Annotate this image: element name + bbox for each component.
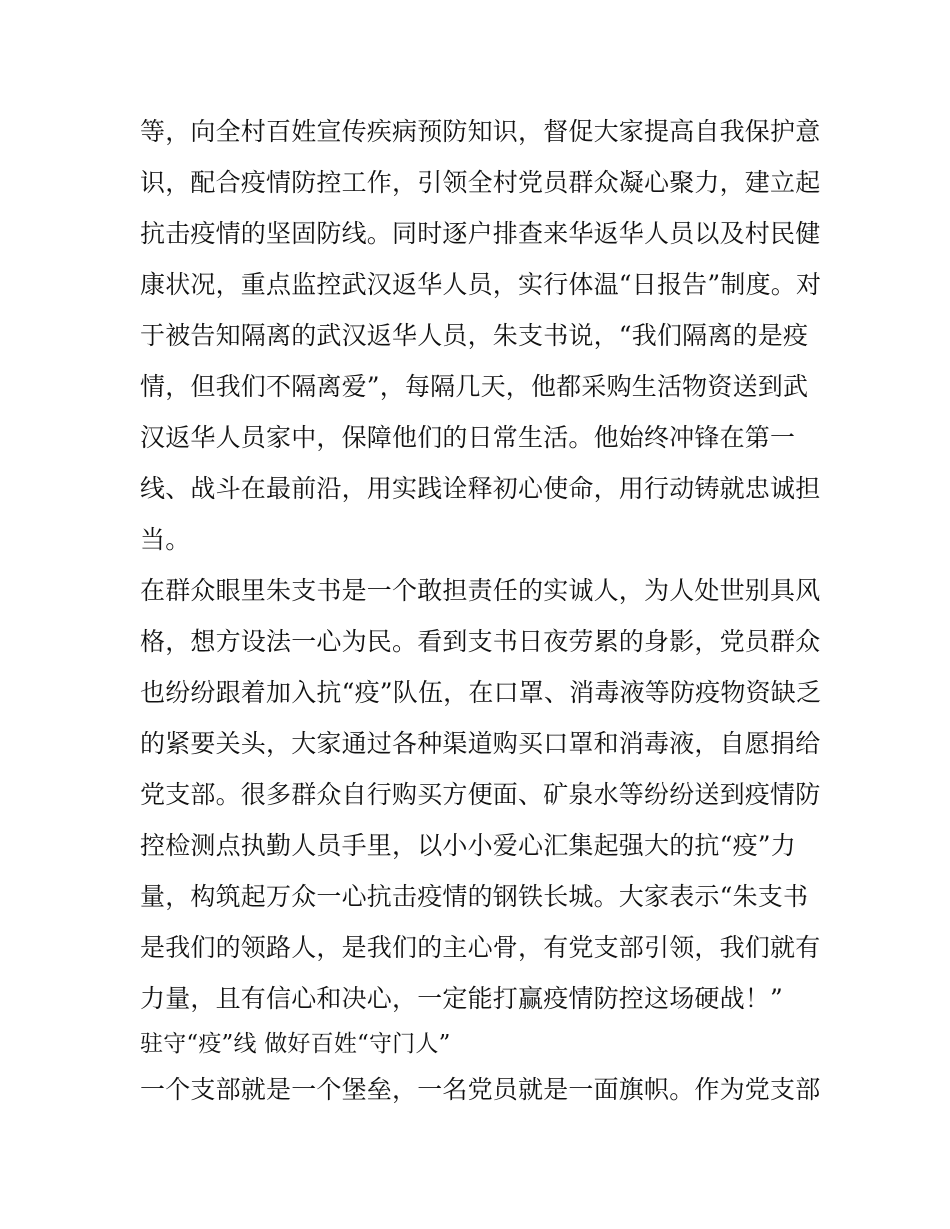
section-heading: 驻守“疫”线 做好百姓“守门人” bbox=[140, 1031, 451, 1057]
text-line: 汉返华人员家中，保障他们的日常生活。他始终冲锋在第一 bbox=[140, 423, 796, 452]
body-text bbox=[140, 106, 820, 1115]
text-line: 党支部。很多群众自行购买方便面、矿泉水等纷纷送到疫情防 bbox=[140, 780, 821, 809]
text-line: 量，构筑起万众一心抗击疫情的钢铁长城。大家表示“朱支书 bbox=[140, 882, 809, 911]
text-line: 一个支部就是一个堡垒，一名党员就是一面旗帜。作为党支部 bbox=[140, 1075, 821, 1104]
text-line: 识，配合疫情防控工作，引领全村党员群众凝心聚力，建立起 bbox=[140, 168, 821, 197]
text-line: 于被告知隔离的武汉返华人员，朱支书说，“我们隔离的是疫 bbox=[140, 321, 809, 350]
text-line: 情，但我们不隔离爱”，每隔几天，他都采购生活物资送到武 bbox=[140, 372, 809, 401]
text-line: 控检测点执勤人员手里，以小小爱心汇集起强大的抗“疫”力 bbox=[140, 831, 796, 860]
text-line: 抗击疫情的坚固防线。同时逐户排查来华返华人员以及村民健 bbox=[140, 219, 821, 248]
text-line: 的紧要关头，大家通过各种渠道购买口罩和消毒液，自愿捐给 bbox=[140, 729, 821, 758]
text-line: 也纷纷跟着加入抗“疫”队伍，在口罩、消毒液等防疫物资缺乏 bbox=[140, 678, 822, 707]
text-line: 康状况，重点监控武汉返华人员，实行体温“日报告”制度。对 bbox=[140, 270, 822, 299]
text-line: 是我们的领路人，是我们的主心骨，有党支部引领，我们就有 bbox=[140, 933, 821, 962]
text-line: 格，想方设法一心为民。看到支书日夜劳累的身影，党员群众 bbox=[140, 627, 821, 656]
text-line: 线、战斗在最前沿，用实践诠释初心使命，用行动铸就忠诚担 bbox=[140, 474, 821, 503]
text-line: 力量，且有信心和决心，一定能打赢疫情防控这场硬战！” bbox=[140, 984, 783, 1013]
text-line: 等，向全村百姓宣传疾病预防知识，督促大家提高自我保护意 bbox=[140, 117, 821, 146]
text-line: 当。 bbox=[140, 525, 191, 554]
text-line: 在群众眼里朱支书是一个敢担责任的实诚人，为人处世别具风 bbox=[140, 576, 821, 605]
